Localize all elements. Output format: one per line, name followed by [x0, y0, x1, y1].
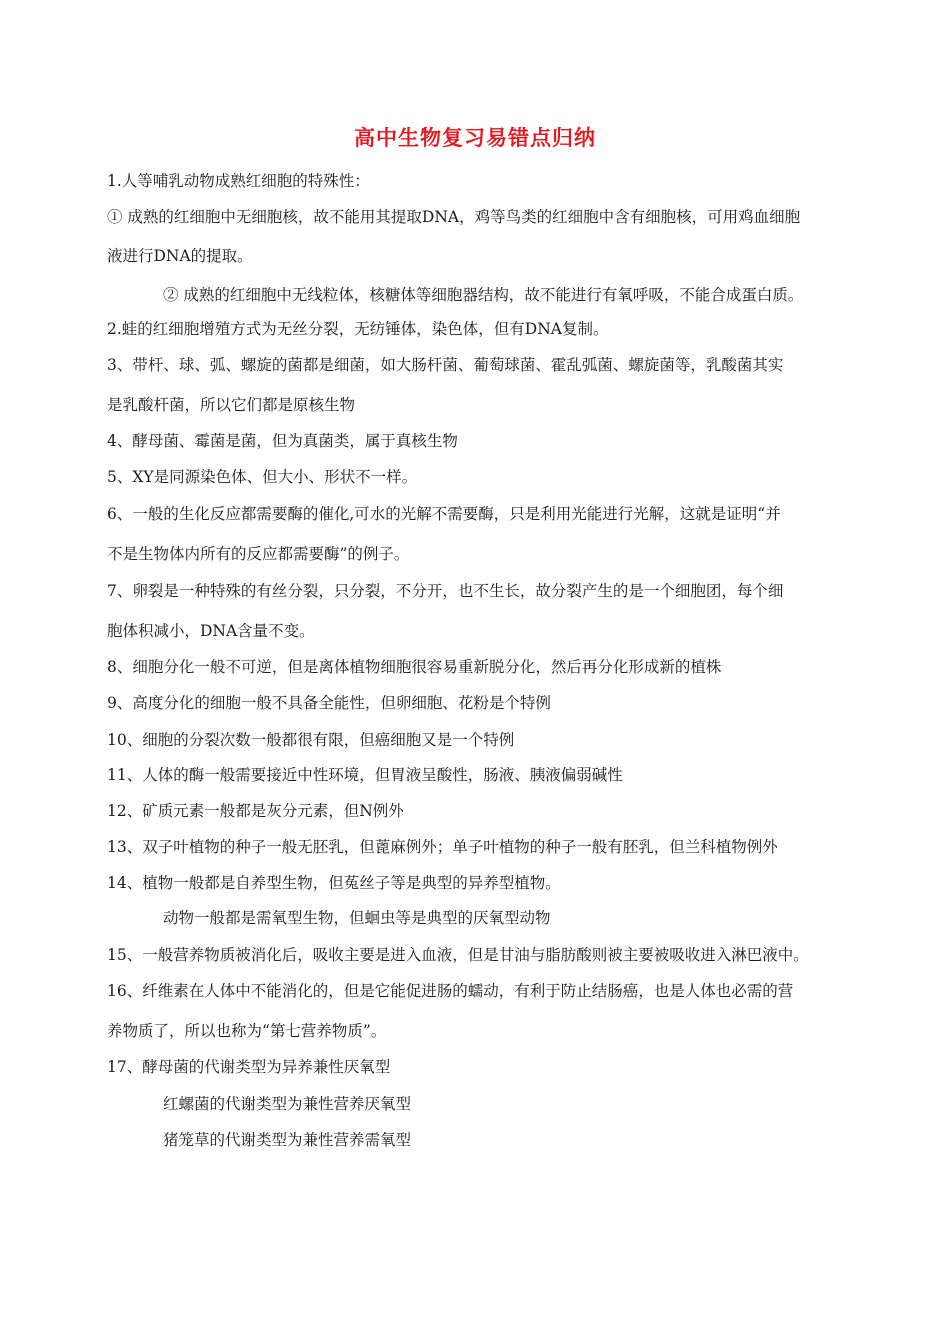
- text-line: 胞体积减小，DNA含量不变。: [107, 622, 315, 640]
- text-line: 3、带杆、球、弧、螺旋的菌都是细菌，如大肠杆菌、葡萄球菌、霍乱弧菌、螺旋菌等，乳酸菌其实: [107, 356, 784, 374]
- text-line: 15、一般营养物质被消化后，吸收主要是进入血液，但是甘油与脂肪酸则被主要被吸收进入淋巴液中。: [107, 946, 809, 964]
- text-line: 是乳酸杆菌，所以它们都是原核生物: [107, 396, 356, 414]
- text-line: 11、人体的酶一般需要接近中性环境，但胃液呈酸性，肠液、胰液偏弱碱性: [107, 766, 623, 784]
- text-line: ② 成熟的红细胞中无线粒体，核糖体等细胞器结构，故不能进行有氧呼吸，不能合成蛋白质。: [163, 286, 804, 304]
- text-line: 12、矿质元素一般都是灰分元素，但N例外: [107, 802, 404, 820]
- page-title: 高中生物复习易错点归纳: [354, 125, 596, 150]
- text-line: 红螺菌的代谢类型为兼性营养厌氧型: [163, 1095, 412, 1113]
- text-line: 7、卵裂是一种特殊的有丝分裂，只分裂，不分开，也不生长，故分裂产生的是一个细胞团，每个细: [107, 582, 784, 600]
- text-line: 不是生物体内所有的反应都需要酶”的例子。: [107, 545, 410, 563]
- text-line: 养物质了，所以也称为“第七营养物质”。: [107, 1022, 387, 1040]
- text-line: 13、双子叶植物的种子一般无胚乳，但蓖麻例外；单子叶植物的种子一般有胚乳，但兰科植物例外: [107, 838, 778, 856]
- text-line: 1.人等哺乳动物成熟红细胞的特殊性：: [107, 172, 370, 190]
- text-line: 8、细胞分化一般不可逆，但是离体植物细胞很容易重新脱分化，然后再分化形成新的植株: [107, 658, 722, 676]
- text-line: 动物一般都是需氧型生物，但蛔虫等是典型的厌氧型动物: [163, 909, 551, 927]
- text-line: 5、XY是同源染色体、但大小、形状不一样。: [107, 468, 418, 486]
- text-line: 4、酵母菌、霉菌是菌，但为真菌类，属于真核生物: [107, 432, 458, 450]
- text-line: 2.蛙的红细胞增殖方式为无丝分裂，无纺锤体，染色体，但有DNA复制。: [107, 320, 609, 338]
- text-line: 17、酵母菌的代谢类型为异养兼性厌氧型: [107, 1058, 391, 1076]
- text-line: ① 成熟的红细胞中无细胞核，故不能用其提取DNA，鸡等鸟类的红细胞中含有细胞核，可用鸡血细胞: [107, 208, 801, 226]
- text-line: 14、植物一般都是自养型生物，但菟丝子等是典型的异养型植物。: [107, 874, 561, 892]
- text-line: 6、一般的生化反应都需要酶的催化,可水的光解不需要酶，只是利用光能进行光解，这就是证明“并: [107, 505, 781, 523]
- text-line: 猪笼草的代谢类型为兼性营养需氧型: [163, 1131, 412, 1149]
- text-line: 10、细胞的分裂次数一般都很有限，但癌细胞又是一个特例: [107, 731, 515, 749]
- text-line: 16、纤维素在人体中不能消化的，但是它能促进肠的蠕动，有利于防止结肠癌，也是人体也必需的营: [107, 982, 794, 1000]
- text-line: 液进行DNA的提取。: [107, 247, 253, 265]
- text-line: 9、高度分化的细胞一般不具备全能性，但卵细胞、花粉是个特例: [107, 694, 551, 712]
